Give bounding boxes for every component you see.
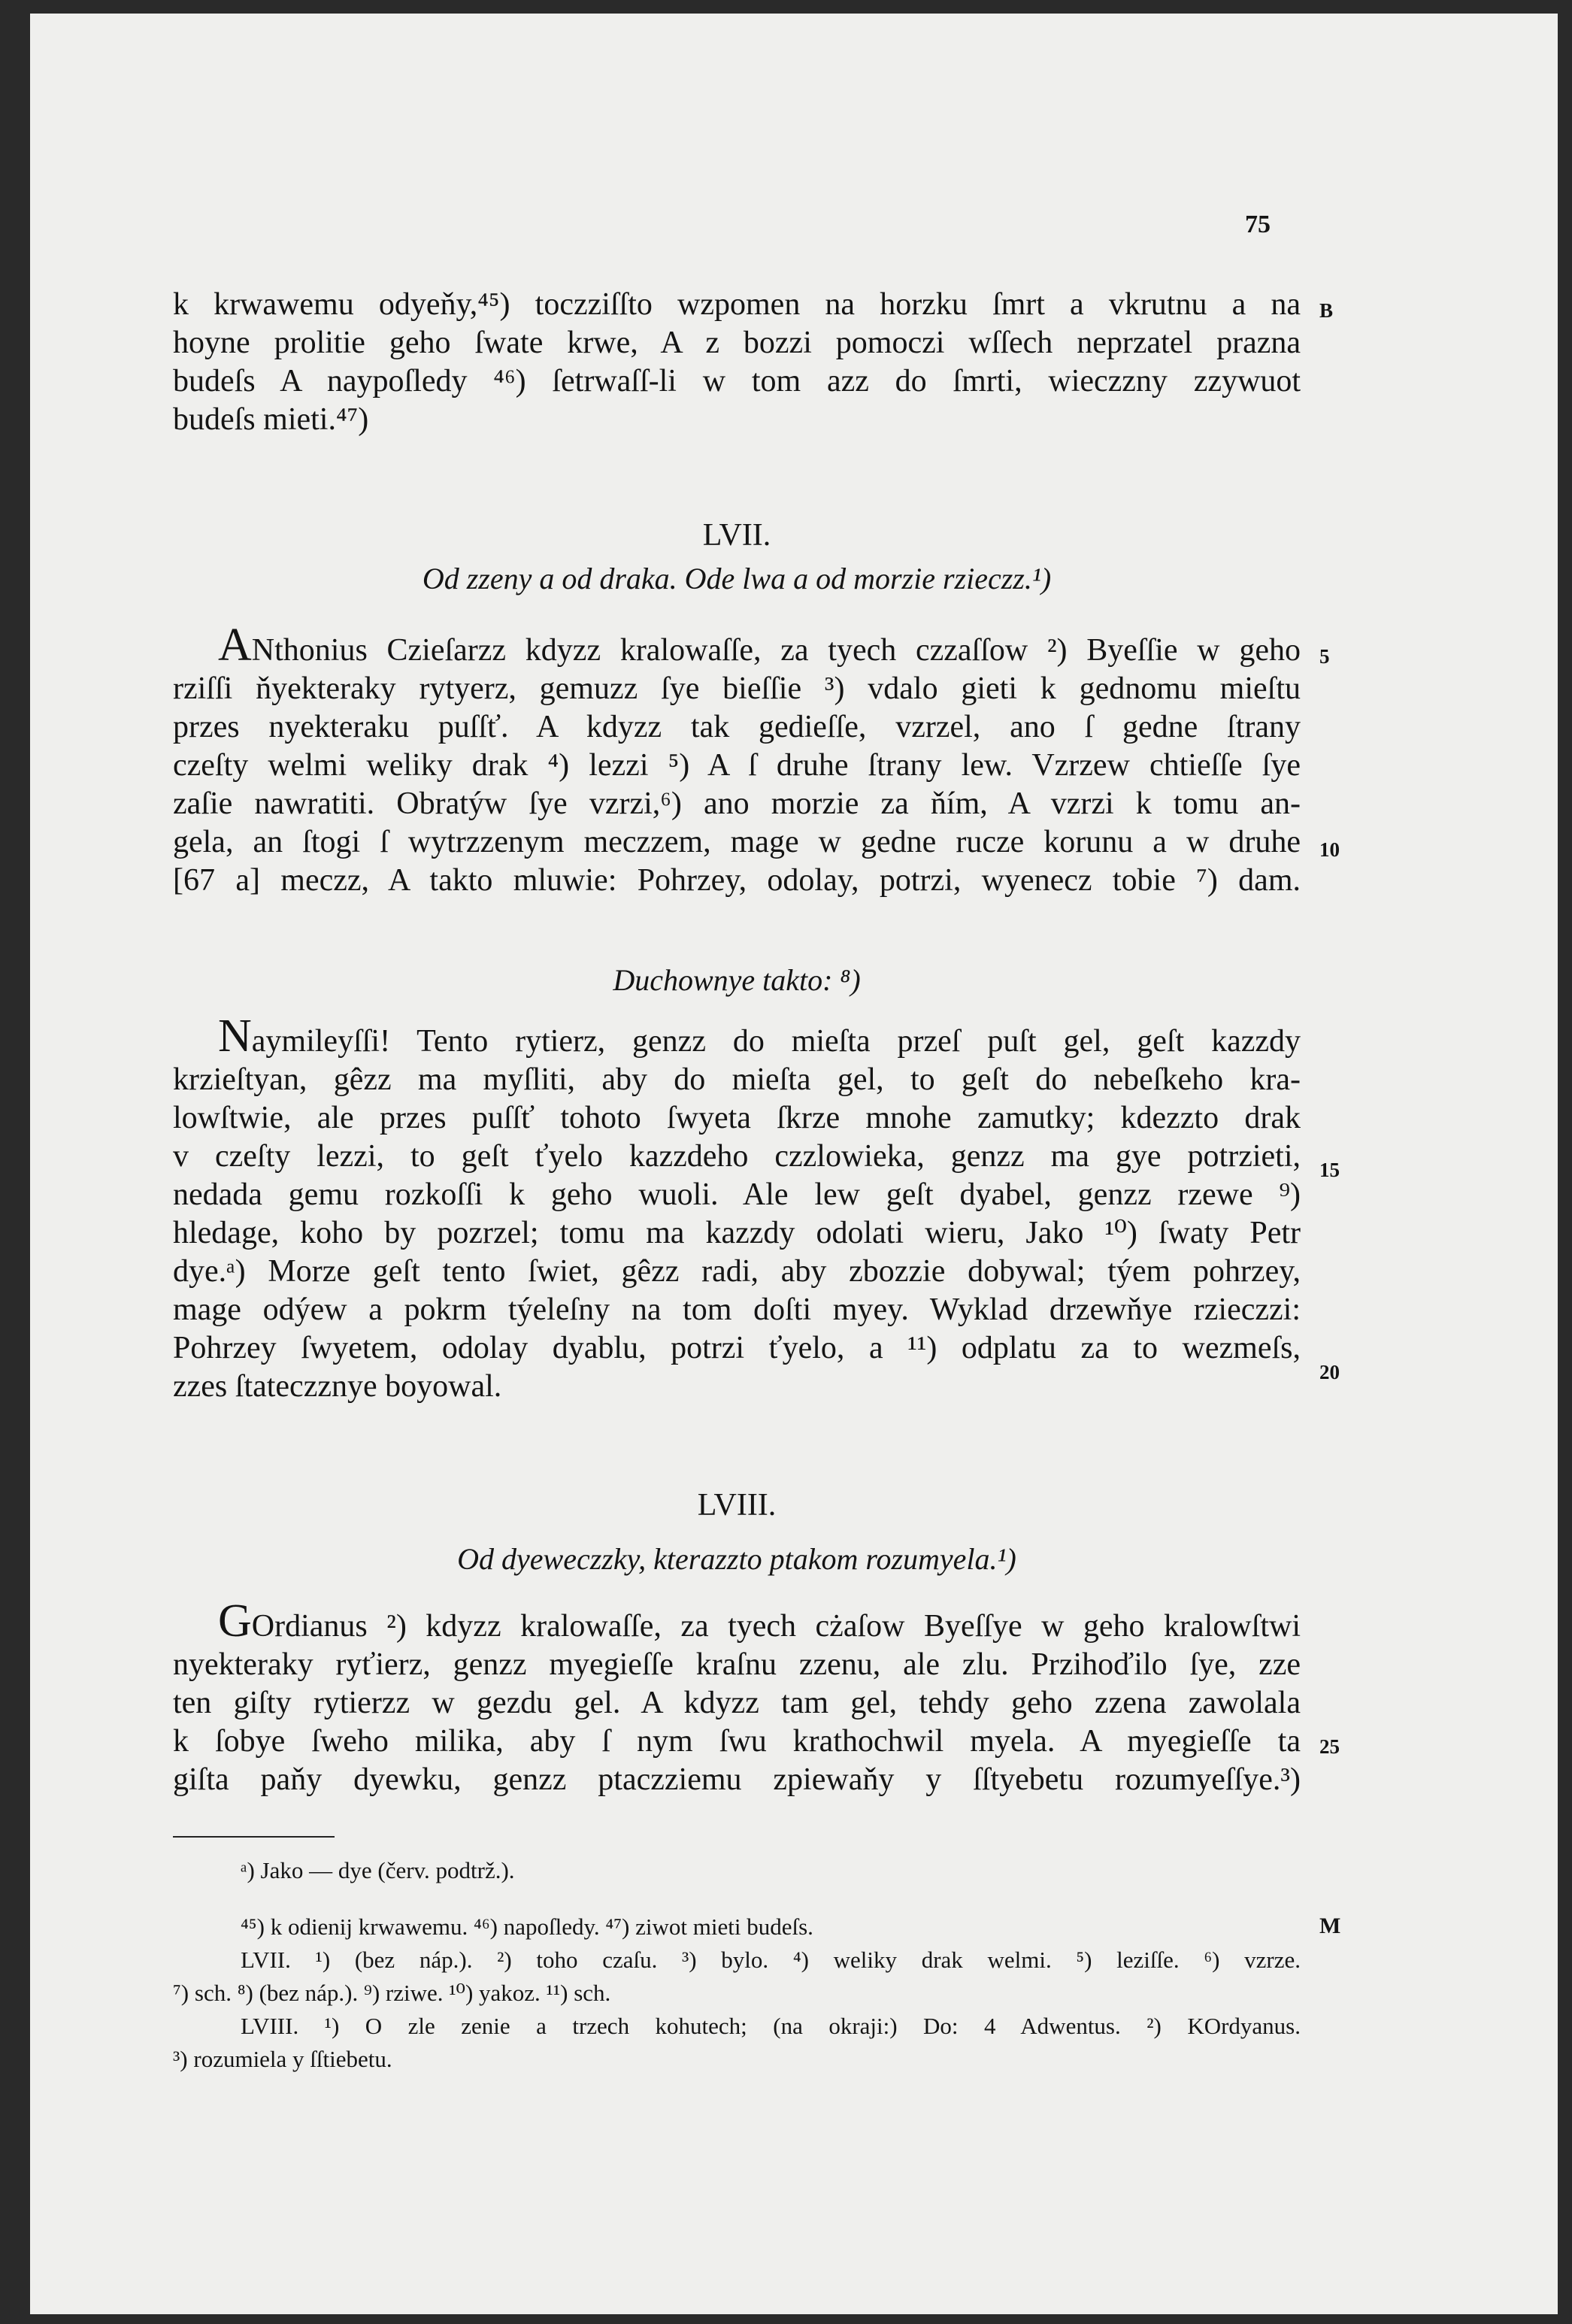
text-line: lowſtwie, ale przes puſſť tohoto ſwyeta ſkrze mnohe zamutky; kdezzto drak	[173, 1101, 1301, 1135]
line-number-15: 15	[1319, 1159, 1340, 1181]
text-line: giſta paňy dyewku, genzz ptaczziemu zpiewaňy y ſſtyebetu rozumyeſſye.³)	[173, 1762, 1301, 1797]
text-line-content: Ordianus ²) kdyzz kralowaſſe, za tyech cżaſow Byeſſye w geho kralowſtwi	[251, 1609, 1301, 1644]
footnote-lviii-2: ³) rozumiela y ſſtiebetu.	[173, 2046, 392, 2072]
text-line	[173, 620, 1301, 671]
text-line: budeſs mieti.⁴⁷)	[173, 402, 369, 437]
intro-paragraph	[173, 286, 1301, 439]
text-line: ten giſty rytierzz w gezdu gel. A kdyzz tam gel, tehdy geho zzena zawolala	[173, 1686, 1301, 1720]
section-57-numeral: LVII.	[702, 518, 771, 553]
text-line: v czeſty lezzi, to geſt ťyelo kazzdeho czzlowieka, genzz ma gye potrzieti,	[173, 1139, 1301, 1174]
section-57-title: Od zzeny a od draka. Ode lwa a od morzie rzieczz.¹)	[422, 562, 1052, 595]
text-line: budeſs A naypoſledy ⁴⁶) ſetrwaſſ-li w tom azz do ſmrti, wieczzny zzywuot	[173, 364, 1301, 398]
text-line: rziſſi ňyekteraky rytyerz, gemuzz ſye bieſſie ³) vdalo gieti k gednomu mieſtu	[173, 671, 1301, 706]
text-line: czeſty welmi weliky drak ⁴) lezzi ⁵) A ſ druhe ſtrany lew. Vzrzew chtieſſe ſye	[173, 748, 1301, 783]
initial-letter: G	[218, 1595, 252, 1647]
footnote-a: ᵃ) Jako — dye (červ. podtrž.).	[241, 1857, 515, 1883]
footnote-lviii-1: LVIII. ¹) O zle zenie a trzech kohutech; (na okraji:) Do: 4 Adwentus. ²) KOrdyanus.	[241, 2013, 1301, 2039]
text-line: k krwawemu odyeňy,⁴⁵) toczziſſto wzpomen na horzku ſmrt a vkrutnu a na	[173, 287, 1301, 322]
text-line	[173, 1011, 1301, 1062]
text-line: hoyne prolitie geho ſwate krwe, A z bozzi pomoczi wſſech neprzatel prazna	[173, 326, 1301, 360]
section-58-paragraph	[173, 1595, 1301, 1799]
line-number-5: 5	[1319, 645, 1330, 668]
text-line: dye.ᵃ) Morze geſt tento ſwiet, gêzz radi, aby zbozzie dobywal; týem pohrzey,	[173, 1254, 1301, 1289]
text-line	[173, 1595, 1301, 1647]
section-58-numeral: LVIII.	[697, 1488, 777, 1523]
text-line: zzes ſtateczznye boyowal.	[173, 1369, 502, 1404]
text-line: zaſie nawratiti. Obratýw ſye vzrzi,⁶) ano morzie za ňím, A vzrzi k tomu an-	[173, 786, 1301, 821]
text-line: [67 a] meczz, A takto mluwie: Pohrzey, odolay, potrzi, wyenecz tobie ⁷) dam.	[173, 863, 1301, 898]
text-line: mage odýew a pokrm týeleſny na tom doſti myey. Wyklad drzewňye rzieczzi:	[173, 1292, 1301, 1327]
initial-letter: A	[218, 620, 252, 671]
section-57-paragraph	[173, 620, 1301, 900]
text-line: nedada gemu rozkoſſi k geho wuoli. Ale lew geſt dyabel, genzz rzewe ⁹)	[173, 1177, 1301, 1212]
line-number-25: 25	[1319, 1735, 1340, 1758]
text-line: nyekteraky ryťierz, genzz myegieſſe kraſnu zzenu, ale zlu. Przihoďilo ſye, zze	[173, 1647, 1301, 1682]
footnote-divider	[173, 1836, 335, 1838]
section-58-title: Od dyeweczzky, kterazzto ptakom rozumyela.¹)	[457, 1542, 1016, 1576]
line-number-20: 20	[1319, 1361, 1340, 1383]
text-line: hledage, koho by pozrzel; tomu ma kazzdy odolati wieru, Jako ¹⁰) ſwaty Petr	[173, 1216, 1301, 1250]
initial-letter: N	[218, 1011, 252, 1062]
text-line-content: Nthonius Cziеſarzz kdyzz kralowaſſe, za tyech czzaſſow ²) Byeſſie w geho	[251, 633, 1301, 668]
text-line: krzieſtyan, gêzz ma myſliti, aby do mieſta gel, to geſt do nebeſkeho kra-	[173, 1062, 1301, 1097]
text-line: Pohrzey ſwyetem, odolay dyablu, potrzi ťyelo, a ¹¹) odplatu za to wezmeſs,	[173, 1331, 1301, 1365]
line-number-10: 10	[1319, 838, 1340, 861]
page-number: 75	[1245, 211, 1271, 238]
text-line: k ſobye ſweho milika, aby ſ nym ſwu krathochwil myela. A myegieſſe ta	[173, 1724, 1301, 1759]
footnote-prev: ⁴⁵) k odienij krwawemu. ⁴⁶) napoſledy. ⁴⁷) ziwot mieti budeſs.	[241, 1913, 813, 1940]
text-line-content: aymileyſſi! Tento rytierz, genzz do mieſta przeſ puſt gel, geſt kazzdy	[251, 1024, 1301, 1059]
text-line: przes nyekteraku puſſť. A kdyzz tak gedieſſe, vzrzel, ano ſ gedne ſtrany	[173, 710, 1301, 744]
moral-paragraph	[173, 1011, 1301, 1406]
book-page	[30, 14, 1558, 2314]
footnote-lvii-1: LVII. ¹) (bez náp.). ²) toho czaſu. ³) bylo. ⁴) weliky drak welmi. ⁵) leziſſe. ⁶) vzrze.	[241, 1947, 1301, 1973]
margin-letter-m: M	[1319, 1913, 1341, 1938]
footnote-lvii-2: ⁷) sch. ⁸) (bez náp.). ⁹) rziwe. ¹⁰) yakoz. ¹¹) sch.	[173, 1980, 611, 2006]
text-line: gela, an ſtogi ſ wytrzzenym meczzem, mage w gedne rucze korunu a w druhe	[173, 825, 1301, 859]
margin-letter-b: B	[1319, 299, 1334, 322]
moral-heading: Duchownye takto: ⁸)	[613, 963, 861, 997]
